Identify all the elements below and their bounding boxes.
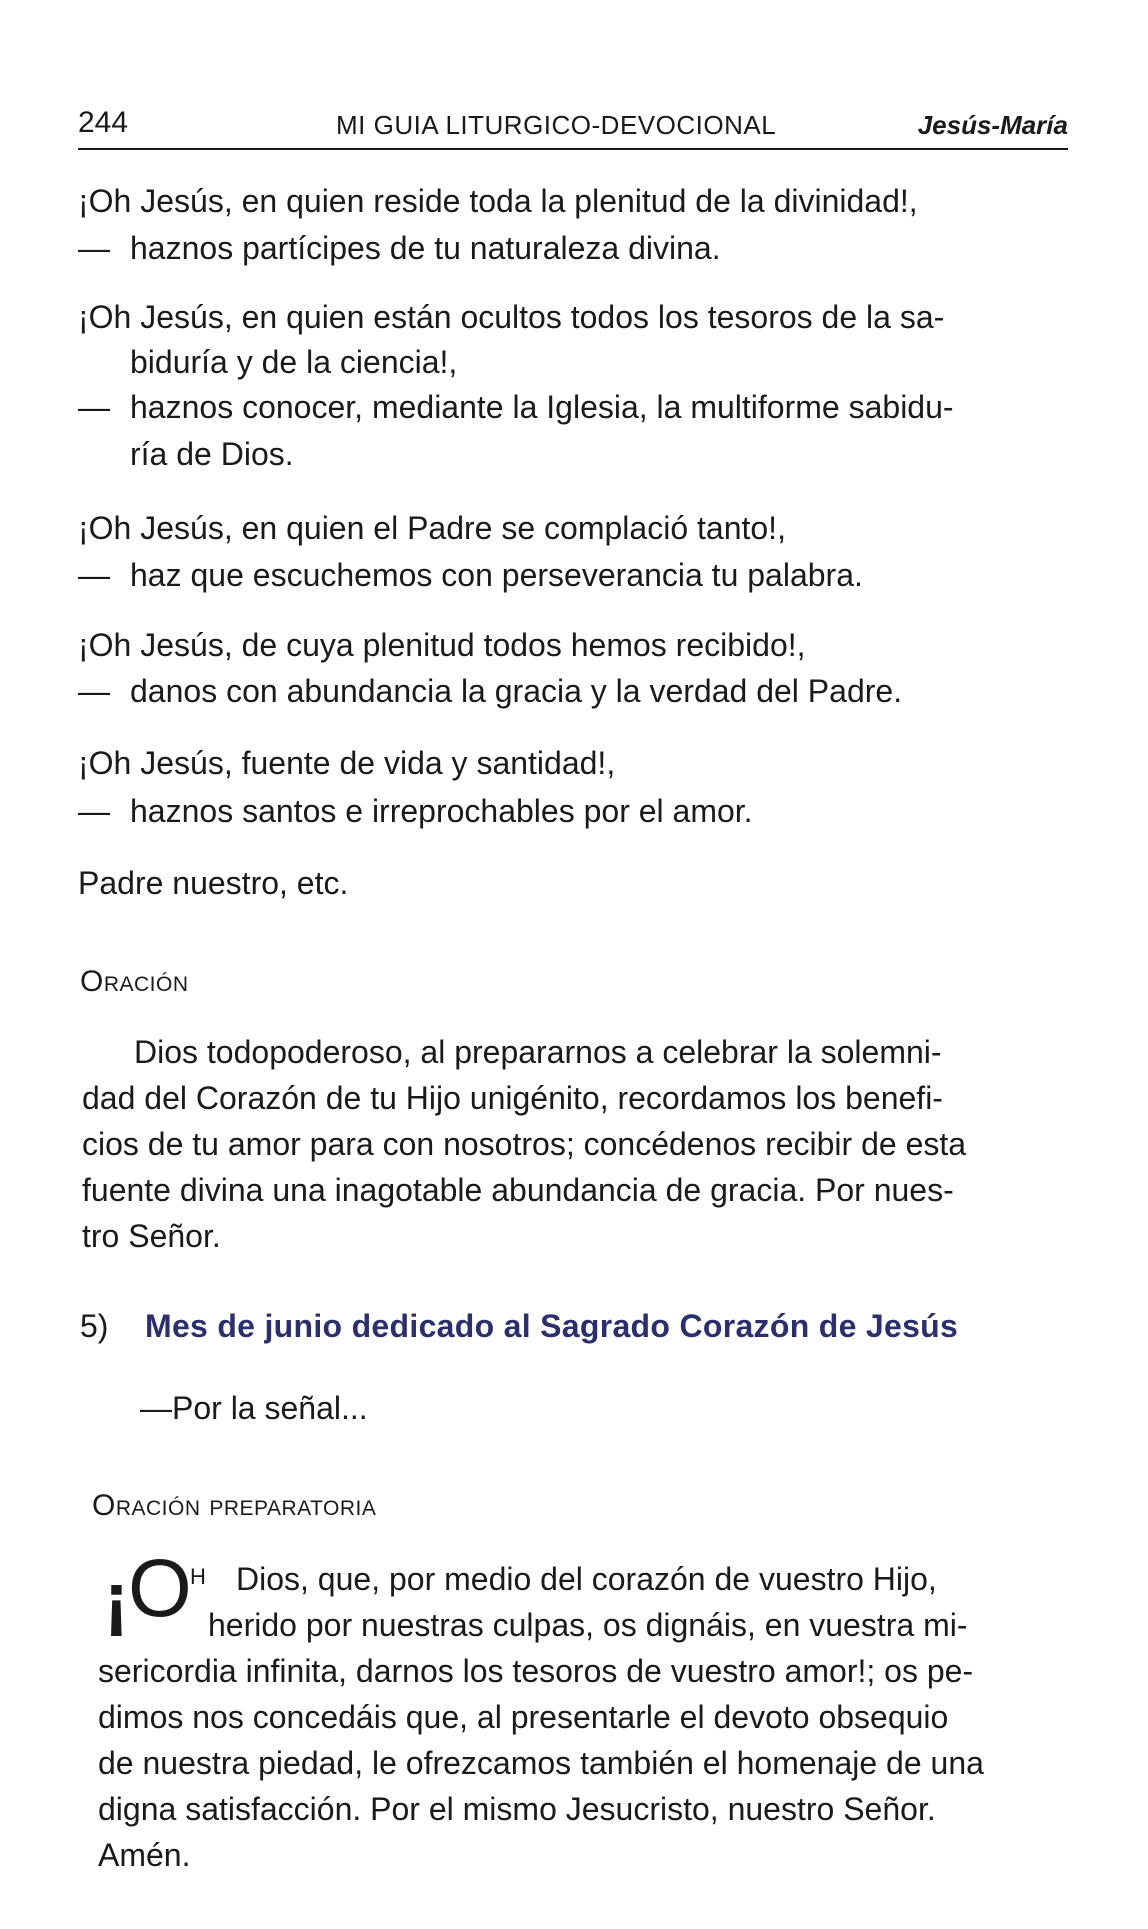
section-opening: —Por la señal... <box>140 1390 368 1426</box>
running-head-section: Jesús-María <box>917 110 1068 140</box>
response-line: haz que escuchemos con perseverancia tu palabra. <box>130 557 863 593</box>
oracion-line: cios de tu amor para con nosotros; concédenos recibir de esta <box>82 1126 967 1162</box>
response-line: haznos partícipes de tu naturaleza divina. <box>130 230 721 266</box>
book-title: MI GUIA LITURGICO-DEVOCIONAL <box>336 110 777 140</box>
invocation-call: ¡Oh Jesús, de cuya plenitud todos hemos recibido!, <box>78 627 806 663</box>
prayer-line: de nuestra piedad, le ofrezcamos también el homenaje de una <box>98 1745 984 1781</box>
response-dash: — <box>78 389 110 425</box>
oracion-line: Dios todopoderoso, al prepararnos a celebrar la solemni- <box>134 1034 942 1070</box>
response-dash: — <box>78 793 110 829</box>
response-dash: — <box>78 557 110 593</box>
prayer-line: digna satisfacción. Por el mismo Jesucristo, nuestro Señor. <box>98 1791 936 1827</box>
prayer-line: Dios, que, por medio del corazón de vuestro Hijo, <box>236 1561 937 1597</box>
prayer-line: sericordia infinita, darnos los tesoros de vuestro amor!; os pe- <box>98 1653 974 1689</box>
oracion-line: dad del Corazón de tu Hijo unigénito, recordamos los benefi- <box>82 1080 943 1116</box>
response-dash: — <box>78 673 110 709</box>
response-line: danos con abundancia la gracia y la verdad del Padre. <box>130 673 903 709</box>
invocation-call: ¡Oh Jesús, en quien reside toda la plenitud de la divinidad!, <box>78 183 918 219</box>
invocation-call: ¡Oh Jesús, fuente de vida y santidad!, <box>78 745 616 781</box>
oracion-line: fuente divina una inagotable abundancia de gracia. Por nues- <box>82 1172 954 1208</box>
response-line: haznos conocer, mediante la Iglesia, la multiforme sabidu- <box>130 389 954 425</box>
prayer-line: dimos nos concedáis que, al presentarle el devoto obsequio <box>98 1699 949 1735</box>
oracion-preparatoria-heading: Oración preparatoria <box>92 1489 377 1522</box>
response-line: haznos santos e irreprochables por el amor. <box>130 793 753 829</box>
invocation-call: ¡Oh Jesús, en quien el Padre se complació tanto!, <box>78 510 786 546</box>
dropcap-exclamation: ¡ <box>104 1557 129 1640</box>
closing-prayer-reference: Padre nuestro, etc. <box>78 865 349 901</box>
running-header <box>78 104 1068 150</box>
oracion-heading: Oración <box>80 965 189 998</box>
page-number: 244 <box>78 106 129 139</box>
oracion-line: tro Señor. <box>82 1218 221 1254</box>
dropcap-rest: H <box>190 1564 206 1589</box>
invocation-call: ¡Oh Jesús, en quien están ocultos todos los tesoros de la sa- <box>78 299 945 335</box>
dropcap-letter: O <box>128 1543 192 1634</box>
response-line-cont: ría de Dios. <box>130 436 294 472</box>
prayer-line: herido por nuestras culpas, os dignáis, en vuestra mi- <box>208 1607 968 1643</box>
prayer-line: Amén. <box>98 1837 191 1873</box>
response-dash: — <box>78 230 110 266</box>
invocation-call-cont: biduría y de la ciencia!, <box>130 344 458 380</box>
section-title: Mes de junio dedicado al Sagrado Corazón de Jesús <box>145 1308 959 1344</box>
section-number: 5) <box>80 1308 109 1344</box>
